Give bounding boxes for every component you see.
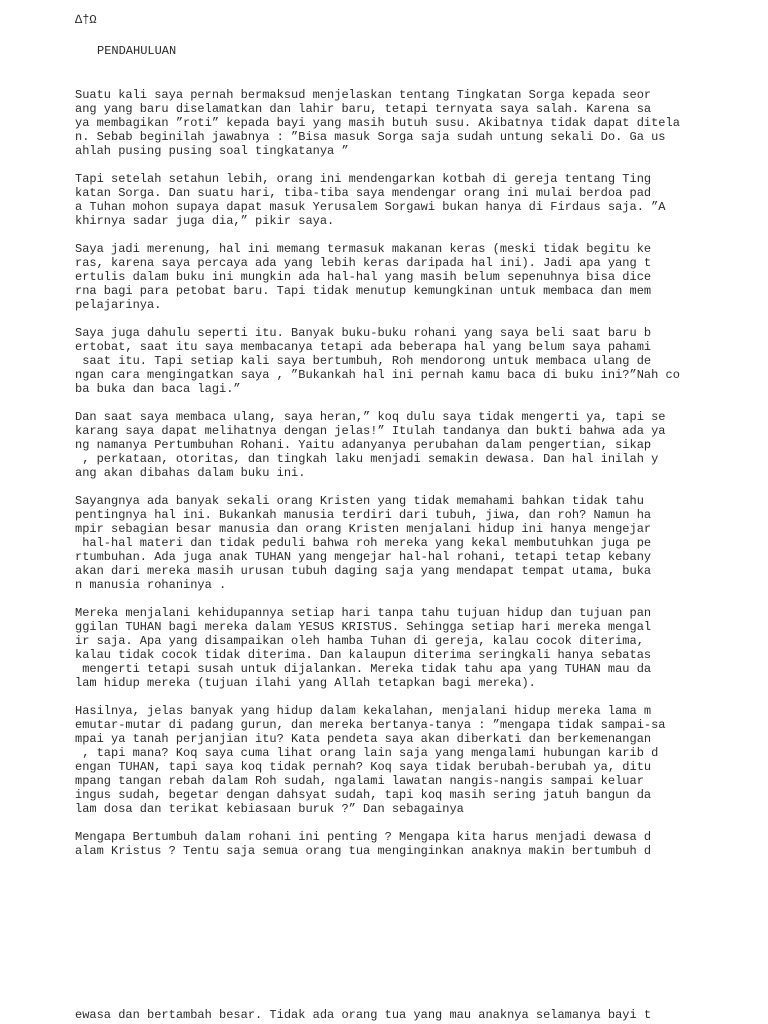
paragraph [75,494,715,592]
text-line: karang saya dapat melihatnya dengan jelas!” Itulah tandanya dan bukti bahwa ada ya [75,424,666,438]
text-line: Mereka menjalani kehidupannya setiap hari tanpa tahu tujuan hidup dan tujuan pan [75,606,652,620]
paragraph [75,326,715,396]
body-text [75,88,715,872]
paragraph [75,606,715,690]
text-line: alam Kristus ? Tentu saja semua orang tua menginginkan anaknya makin bertumbuh d [75,844,652,858]
text-line: rna bagi para petobat baru. Tapi tidak menutup kemungkinan untuk membaca dan mem [75,284,652,298]
text-line: rtumbuhan. Ada juga anak TUHAN yang mengejar hal-hal rohani, tetapi tetap kebany [75,550,652,564]
text-line: akan dari mereka masih urusan tubuh daging saja yang mendapat tempat utama, buka [75,564,652,578]
text-line: emutar-mutar di padang gurun, dan mereka bertanya-tanya : ”mengapa tidak sampai-sa [75,718,666,732]
text-line: kalau tidak cocok tidak diterima. Dan kalaupun diterima seringkali hanya sebatas [75,648,652,662]
text-line: ertulis dalam buku ini mungkin ada hal-hal yang masih belum sepenuhnya bisa dice [75,270,652,284]
text-line: mpang tangan rebah dalam Roh sudah, ngalami lawatan nangis-nangis sampai keluar [75,774,644,788]
text-line: ya membagikan ”roti” kepada bayi yang masih butuh susu. Akibatnya tidak dapat ditela [75,116,680,130]
paragraph [75,242,715,312]
text-line: mpir sebagian besar manusia dan orang Kristen menjalani hidup ini hanya mengejar [75,522,652,536]
text-line: Hasilnya, jelas banyak yang hidup dalam kekalahan, menjalani hidup mereka lama m [75,704,652,718]
text-line: a Tuhan mohon supaya dapat masuk Yerusalem Sorgawi bukan hanya di Firdaus saja. ”A [75,200,666,214]
text-line: mpai ya tanah perjanjian itu? Kata pendeta saya akan diberkati dan berkemenangan [75,732,652,746]
text-line: mengerti tetapi susah untuk dijalankan. Mereka tidak tahu apa yang TUHAN mau da [75,662,652,676]
text-line: Dan saat saya membaca ulang, saya heran,” koq dulu saya tidak mengerti ya, tapi se [75,410,666,424]
text-line: hal-hal materi dan tidak peduli bahwa roh mereka yang kekal membutuhkan juga pe [75,536,652,550]
text-line: ras, karena saya percaya ada yang lebih keras daripada hal ini). Jadi apa yang t [75,256,652,270]
page-continuation-line: ewasa dan bertambah besar. Tidak ada orang tua yang mau anaknya selamanya bayi t [75,1008,652,1022]
text-line: Tapi setelah setahun lebih, orang ini mendengarkan kotbah di gereja tentang Ting [75,172,652,186]
paragraph [75,704,715,816]
text-line: ang yang baru diselamatkan dan lahir baru, tetapi ternyata saya salah. Karena sa [75,102,652,116]
text-line: ng namanya Pertumbuhan Rohani. Yaitu adanyanya perubahan dalam pengertian, sikap [75,438,652,452]
text-line: pelajarinya. [75,298,162,312]
text-line: , perkataan, otoritas, dan tingkah laku menjadi semakin dewasa. Dan hal inilah y [75,452,659,466]
text-line: lam dosa dan terikat kebiasaan buruk ?” Dan sebagainya [75,802,464,816]
text-line: n. Sebab beginilah jawabnya : ”Bisa masuk Sorga saja sudah untung sekali Do. Ga us [75,130,666,144]
text-line: ir saja. Apa yang disampaikan oleh hamba Tuhan di gereja, kalau cocok diterima, [75,634,644,648]
page-title: PENDAHULUAN [97,44,177,58]
text-line: khirnya sadar juga dia,” pikir saya. [75,214,335,228]
text-line: ingus sudah, begetar dengan dahsyat sudah, tapi koq masih sering jatuh bangun da [75,788,652,802]
paragraph [75,172,715,228]
text-line: ba buka dan baca lagi.” [75,382,241,396]
text-line: Saya juga dahulu seperti itu. Banyak buku-buku rohani yang saya beli saat baru b [75,326,652,340]
text-line: n manusia rohaninya . [75,578,227,592]
text-line: Suatu kali saya pernah bermaksud menjelaskan tentang Tingkatan Sorga kepada seor [75,88,652,102]
header-symbols: ∆†Ω [75,13,97,27]
text-line: Saya jadi merenung, hal ini memang termasuk makanan keras (meski tidak begitu ke [75,242,652,256]
paragraph [75,830,715,858]
text-line: ngan cara mengingatkan saya , ”Bukankah hal ini pernah kamu baca di buku ini?”Nah co [75,368,680,382]
text-line: lam hidup mereka (tujuan ilahi yang Allah tetapkan bagi mereka). [75,676,536,690]
paragraph [75,410,715,480]
text-line: pentingnya hal ini. Bukankah manusia terdiri dari tubuh, jiwa, dan roh? Namun ha [75,508,652,522]
text-line: engan TUHAN, tapi saya koq tidak pernah? Koq saya tidak berubah-berubah ya, ditu [75,760,652,774]
text-line: katan Sorga. Dan suatu hari, tiba-tiba saya mendengar orang ini mulai berdoa pad [75,186,652,200]
text-line: ahlah pusing pusing soal tingkatanya ” [75,144,349,158]
text-line: ang akan dibahas dalam buku ini. [75,466,306,480]
text-line: Mengapa Bertumbuh dalam rohani ini penting ? Mengapa kita harus menjadi dewasa d [75,830,652,844]
text-line: Sayangnya ada banyak sekali orang Kristen yang tidak memahami bahkan tidak tahu [75,494,644,508]
text-line: , tapi mana? Koq saya cuma lihat orang lain saja yang mengalami hubungan karib d [75,746,659,760]
paragraph [75,88,715,158]
text-line: saat itu. Tapi setiap kali saya bertumbuh, Roh mendorong untuk membaca ulang de [75,354,652,368]
text-line: ggilan TUHAN bagi mereka dalam YESUS KRISTUS. Sehingga setiap hari mereka mengal [75,620,652,634]
text-line: ertobat, saat itu saya membacanya tetapi ada beberapa hal yang belum saya pahami [75,340,652,354]
